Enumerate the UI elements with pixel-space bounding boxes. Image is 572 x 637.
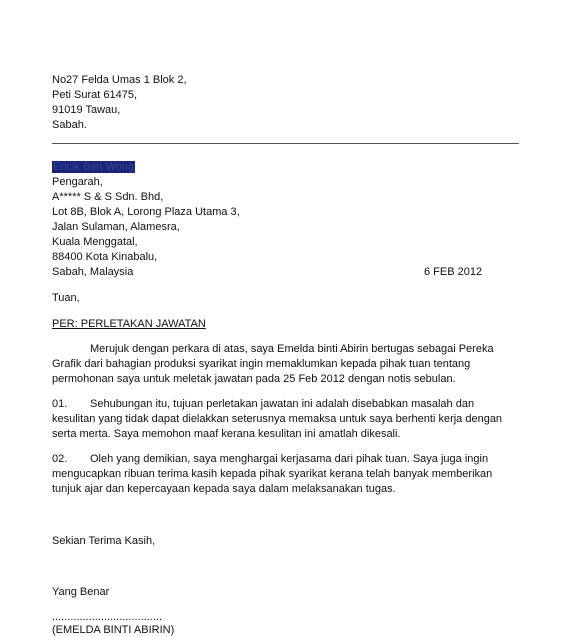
paragraph-intro-line-2: Grafik dari bahagian produksi syarikat ingin memaklumkan kepada pihak tuan tentang [52, 358, 471, 370]
sender-address-line-3: 91019 Tawau, [52, 104, 121, 116]
paragraph-01-line-1: 01. Sehubungan itu, tujuan perletakan jawatan ini adalah disebabkan masalah dan [52, 398, 475, 410]
paragraph-01-number: 01. [52, 398, 68, 410]
recipient-line-6: 88400 Kota Kinabalu, [52, 251, 158, 263]
paragraph-02-line-1: 02. Oleh yang demikian, saya menghargai kerjasama dari pihak tuan. Saya juga ingin [52, 453, 489, 465]
closing: Sekian Terima Kasih, [52, 535, 156, 547]
recipient-line-4: Jalan Sulaman, Alamesra, [52, 221, 180, 233]
paragraph-01 [52, 397, 522, 442]
recipient-name-highlight: Encik Ben Wong [53, 161, 135, 173]
sender-address-line-2: Peti Surat 61475, [52, 89, 138, 101]
sender-address-line-1: No27 Felda Umas 1 Blok 2, [52, 74, 187, 86]
paragraph-02-line-3: tunjuk ajar dan kepercayaan kepada saya dalam melaksanakan tugas. [52, 483, 396, 495]
recipient-line-2: A***** S & S Sdn. Bhd, [52, 191, 164, 203]
recipient-line-3: Lot 8B, Blok A, Lorong Plaza Utama 3, [52, 206, 240, 218]
paragraph-01-line-2: kesulitan yang tidak dapat dielakkan seterusnya memaksa untuk saya berhenti kerja dengan [52, 413, 503, 425]
sender-address-line-4: Sabah. [52, 119, 87, 131]
subject-line: PER: PERLETAKAN JAWATAN [52, 318, 206, 330]
paragraph-02-line-2: mengucapkan ribuan terima kasih kepada pihak syarikat kerana telah banyak memberikan [52, 468, 493, 480]
sign-off: Yang Benar [52, 586, 110, 598]
recipient-line-5: Kuala Menggatal, [52, 236, 138, 248]
recipient-line-1: Pengarah, [52, 176, 103, 188]
paragraph-intro-line-3: permohonan saya untuk meletak jawatan pada 25 Feb 2012 dengan notis sebulan. [52, 373, 456, 385]
recipient-name [52, 161, 135, 174]
recipient-line-7: Sabah, Malaysia [52, 266, 134, 278]
salutation: Tuan, [52, 292, 80, 304]
paragraph-intro-line-1: Merujuk dengan perkara di atas, saya Emelda binti Abirin bertugas sebagai Pereka [90, 343, 494, 355]
paragraph-intro [52, 342, 522, 387]
signature-line: .................................... [52, 611, 163, 623]
header-divider [52, 143, 519, 144]
paragraph-02-number: 02. [52, 453, 68, 465]
signer-name: (EMELDA BINTI ABIRIN) [52, 624, 175, 636]
paragraph-02 [52, 452, 522, 497]
letter-date: 6 FEB 2012 [424, 266, 483, 278]
paragraph-01-line-3: serta merta. Saya memohon maaf kerana kesulitan ini amatlah dikesali. [52, 428, 401, 440]
